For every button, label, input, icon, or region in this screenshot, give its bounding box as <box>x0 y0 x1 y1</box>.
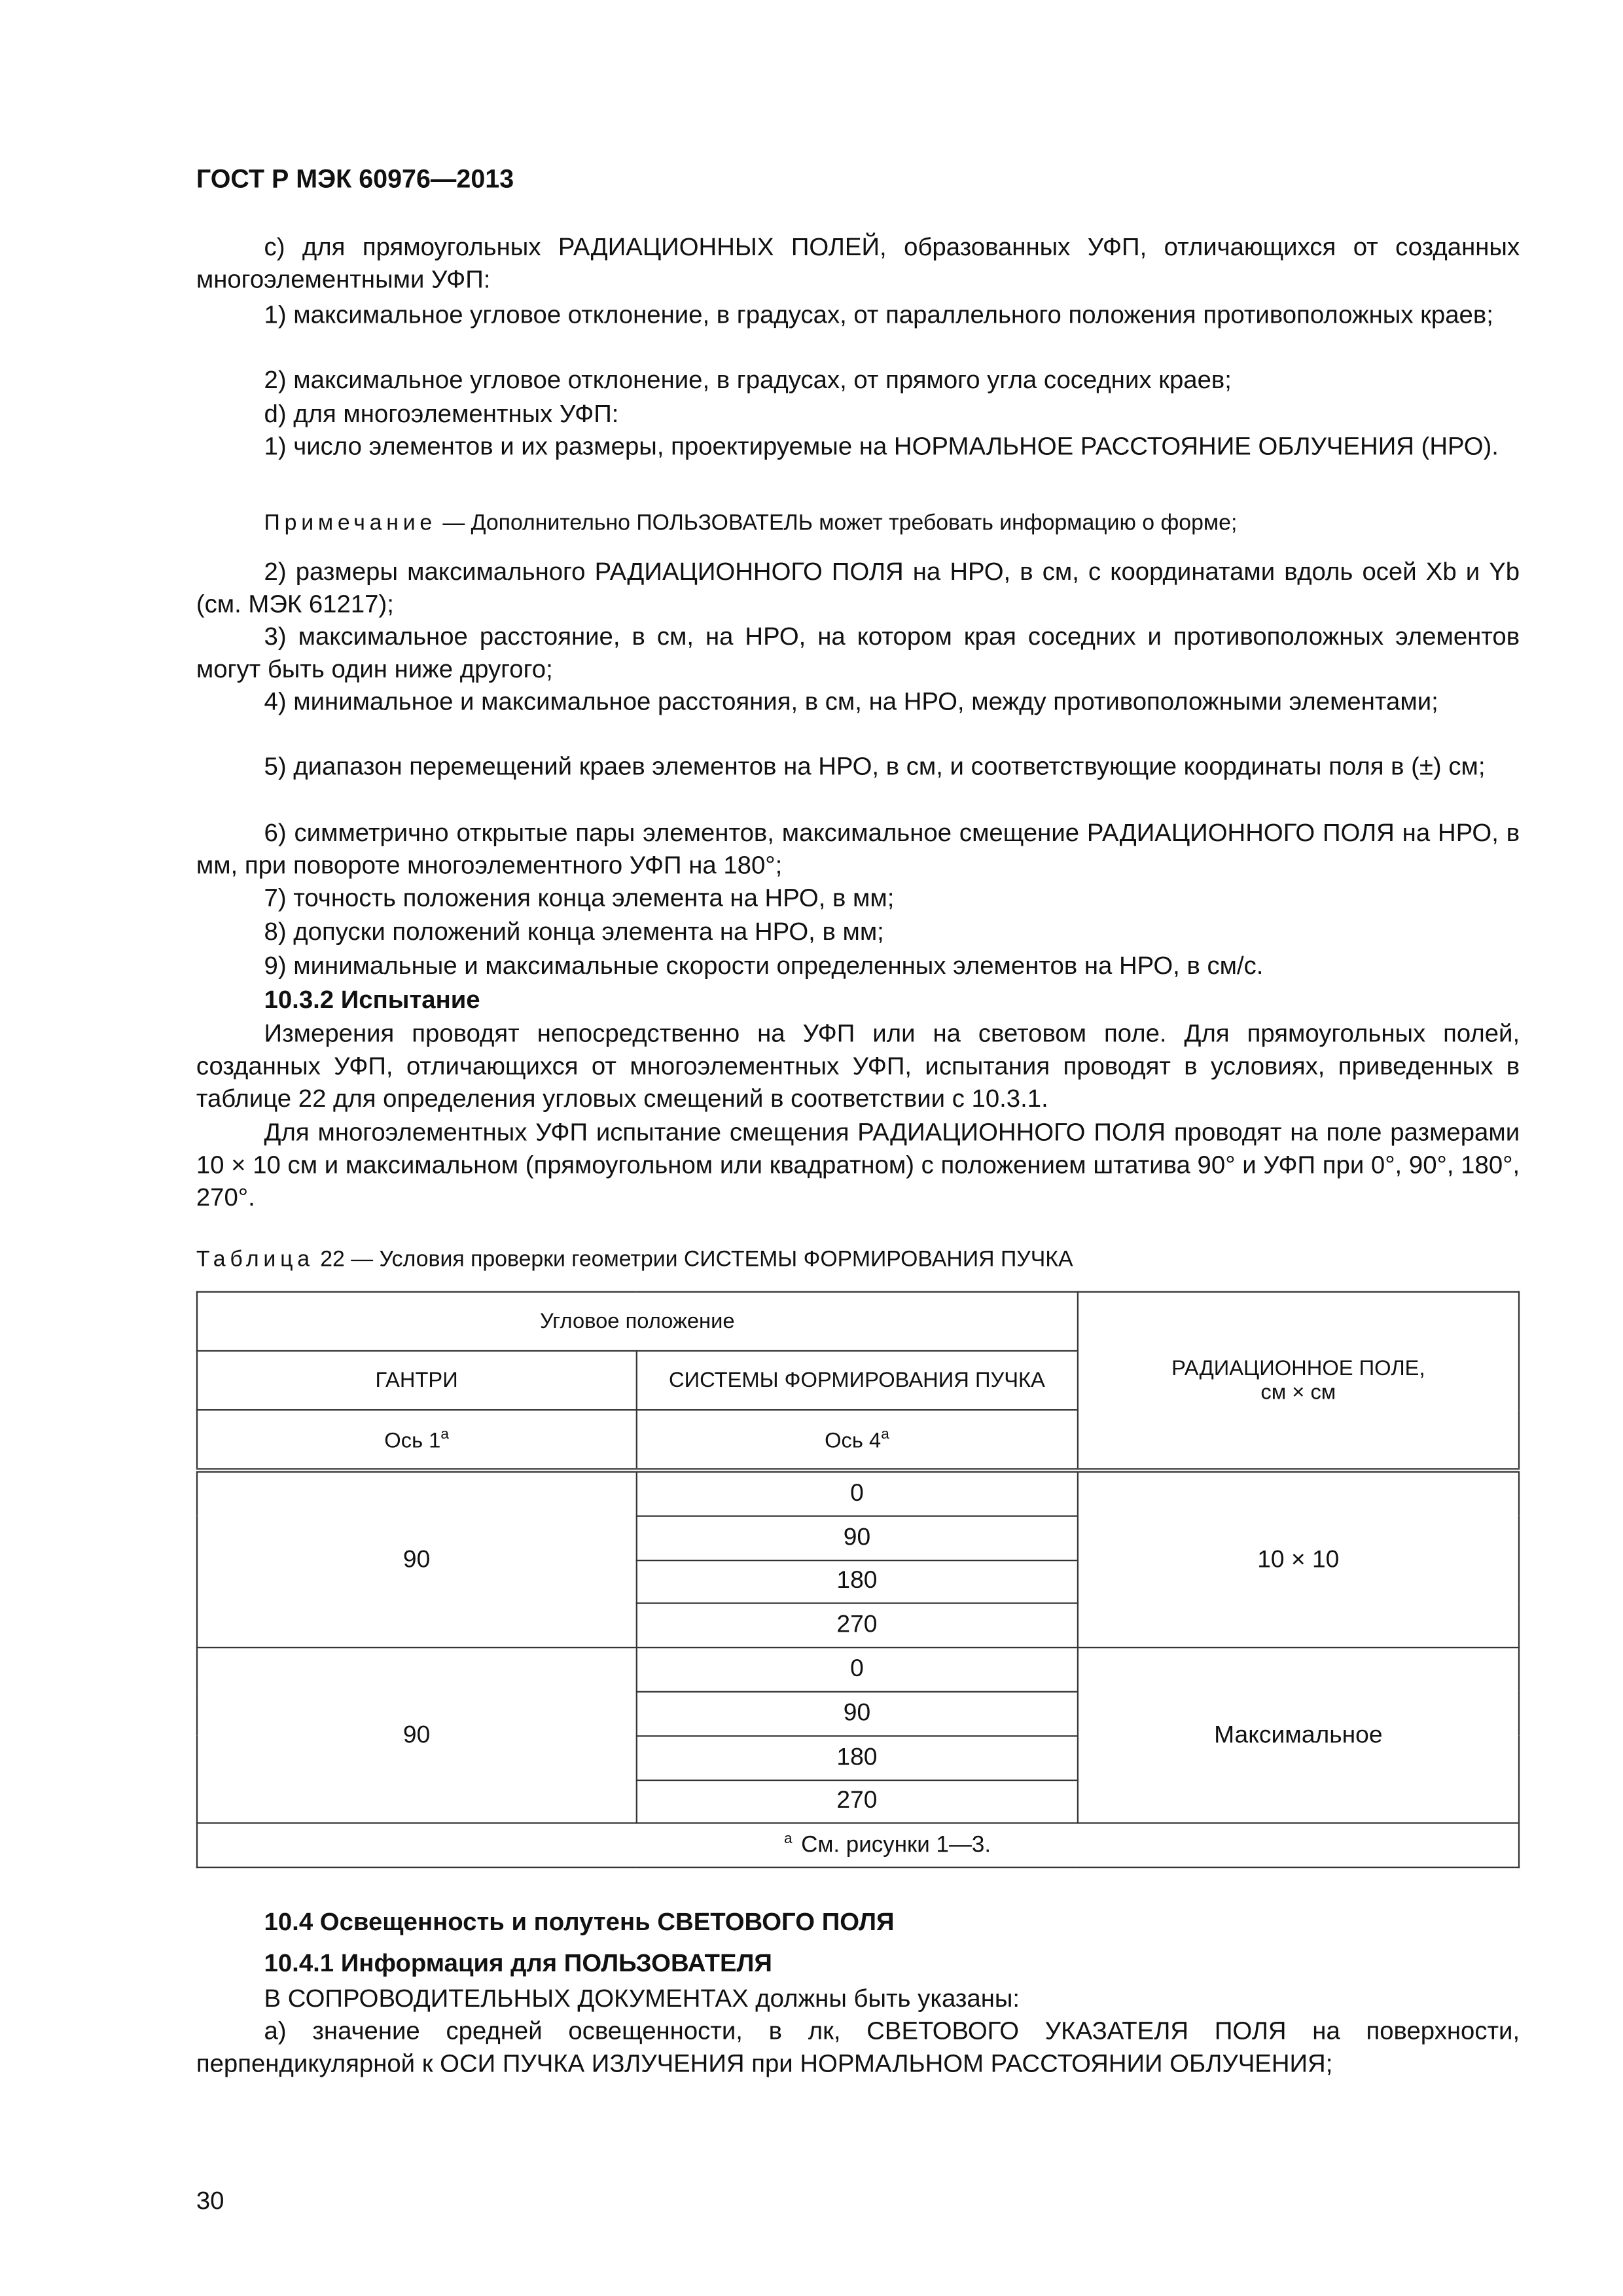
paragraph: 6) симметрично открытые пары элементов, максимальное смещение РАДИАЦИОННОГО ПОЛЯ на НРО, в мм, при повороте многоэлементного УФП на 180°; <box>196 819 1520 880</box>
note <box>196 508 1520 541</box>
paragraph: 8) допуски положений конца элемента на НРО, в мм; <box>264 918 884 946</box>
header-angular-position: Угловое положение <box>197 1292 1078 1351</box>
table-row <box>197 1471 1519 1516</box>
paragraph: 2) максимальное угловое отклонение, в градусах, от прямого угла соседних краев; <box>264 366 1232 394</box>
paragraph: 3) максимальное расстояние, в см, на НРО, на котором края соседних и противоположных элементов могут быть один ниже другого; <box>196 622 1520 683</box>
paragraph: Для многоэлементных УФП испытание смещения РАДИАЦИОННОГО ПОЛЯ проводят на поле размерами 10 × 10 см и максимальном (прямоугольном или квадратном) с положением штатива 90° и УФП при 0°, 90°, 180°, 270°. <box>196 1118 1520 1211</box>
paragraph: 9) минимальные и максимальные скорости определенных элементов на НРО, в см/с. <box>264 952 1264 980</box>
axis-4-footnote-mark: а <box>881 1426 889 1443</box>
field-cell: Максимальное <box>1078 1648 1519 1824</box>
axis-4-label: Ось 4 <box>825 1429 882 1453</box>
header-radiation-field-label: РАДИАЦИОННОЕ ПОЛЕ, <box>1171 1357 1425 1381</box>
table-caption-label: Таблица <box>196 1247 314 1272</box>
table-row <box>197 1648 1519 1692</box>
header-axis-1 <box>197 1410 636 1470</box>
angle-cell: 180 <box>636 1736 1077 1780</box>
header-gantry: ГАНТРИ <box>197 1351 636 1410</box>
table-caption-text: 22 — Условия проверки геометрии СИСТЕМЫ ФОРМИРОВАНИЯ ПУЧКА <box>320 1247 1073 1272</box>
note-label: Примечание <box>264 511 437 536</box>
paragraph: 5) диапазон перемещений краев элементов на НРО, в см, и соответствующие координаты поля в (±) см; <box>264 752 1486 781</box>
footnote-text: См. рисунки 1—3. <box>801 1833 991 1859</box>
header-beam-system: СИСТЕМЫ ФОРМИРОВАНИЯ ПУЧКА <box>636 1351 1077 1410</box>
footnote-mark: а <box>784 1831 793 1848</box>
section-heading: 10.4.1 Информация для ПОЛЬЗОВАТЕЛЯ <box>264 1949 772 1978</box>
paragraph: c) для прямоугольных РАДИАЦИОННЫХ ПОЛЕЙ, образованных УФП, отличающихся от созданных многоэлементными УФП: <box>196 233 1520 294</box>
header-axis-4 <box>636 1410 1077 1470</box>
angle-cell: 0 <box>636 1648 1077 1692</box>
gantry-cell: 90 <box>197 1648 636 1824</box>
paragraph: В СОПРОВОДИТЕЛЬНЫХ ДОКУМЕНТАХ должны быть указаны: <box>264 1984 1020 2013</box>
table-header-row <box>197 1292 1519 1351</box>
page-number: 30 <box>196 2187 224 2215</box>
document-header: ГОСТ Р МЭК 60976—2013 <box>196 164 514 194</box>
field-cell: 10 × 10 <box>1078 1471 1519 1648</box>
axis-1-label: Ось 1 <box>384 1429 441 1453</box>
angle-cell: 270 <box>636 1780 1077 1823</box>
paragraph: Измерения проводят непосредственно на УФП или на световом поле. Для прямоугольных полей, созданных УФП, отличающихся от многоэлементных УФП, испытания проводят в условиях, приведенных в таблице 22 для определения угловых смещений в соответствии с 10.3.1. <box>196 1019 1520 1113</box>
paragraph: d) для многоэлементных УФП: <box>264 399 619 428</box>
table-footnote <box>197 1823 1519 1868</box>
angle-cell: 180 <box>636 1560 1077 1604</box>
gantry-cell: 90 <box>197 1471 636 1648</box>
angle-cell: 90 <box>636 1516 1077 1560</box>
paragraph: 1) число элементов и их размеры, проектируемые на НОРМАЛЬНОЕ РАССТОЯНИЕ ОБЛУЧЕНИЯ (НРО). <box>264 432 1499 461</box>
angle-cell: 90 <box>636 1692 1077 1736</box>
axis-1-footnote-mark: а <box>440 1426 449 1443</box>
table-caption <box>196 1247 1073 1272</box>
angle-cell: 0 <box>636 1471 1077 1516</box>
paragraph: 2) размеры максимального РАДИАЦИОННОГО ПОЛЯ на НРО, в см, с координатами вдоль осей Xb и Yb (см. МЭК 61217); <box>196 558 1520 619</box>
table-footnote-row <box>197 1823 1519 1868</box>
section-heading: 10.3.2 Испытание <box>264 986 480 1014</box>
paragraph: 1) максимальное угловое отклонение, в градусах, от параллельного положения противоположных краев; <box>264 300 1493 329</box>
note-text: — Дополнительно ПОЛЬЗОВАТЕЛЬ может требовать информацию о форме; <box>442 511 1238 536</box>
table-22 <box>196 1291 1520 1869</box>
header-radiation-field-unit: см × см <box>1260 1380 1336 1405</box>
paragraph: 4) минимальное и максимальное расстояния, в см, на НРО, между противоположными элементами; <box>264 687 1438 716</box>
paragraph: a) значение средней освещенности, в лк, СВЕТОВОГО УКАЗАТЕЛЯ ПОЛЯ на поверхности, перпендикулярной к ОСИ ПУЧКА ИЗЛУЧЕНИЯ при НОРМАЛЬНОМ РАССТОЯНИИ ОБЛУЧЕНИЯ; <box>196 2017 1520 2078</box>
section-heading: 10.4 Освещенность и полутень СВЕТОВОГО ПОЛЯ <box>264 1908 895 1936</box>
paragraph: 7) точность положения конца элемента на НРО, в мм; <box>264 884 895 912</box>
header-radiation-field <box>1078 1292 1519 1471</box>
angle-cell: 270 <box>636 1604 1077 1647</box>
